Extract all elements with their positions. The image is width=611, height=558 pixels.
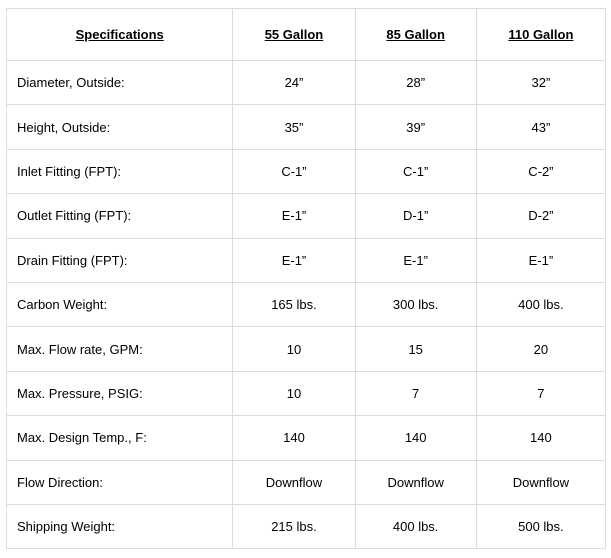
value-110-gallon: 140 (476, 416, 605, 460)
row-label: Outlet Fitting (FPT): (7, 194, 233, 238)
table-row (7, 61, 606, 105)
value-55-gallon: E-1” (233, 238, 355, 282)
value-85-gallon: 15 (355, 327, 476, 371)
value-55-gallon: 10 (233, 371, 355, 415)
table-row (7, 149, 606, 193)
value-55-gallon: 24” (233, 61, 355, 105)
value-110-gallon: D-2” (476, 194, 605, 238)
value-110-gallon: 43” (476, 105, 605, 149)
row-label: Shipping Weight: (7, 504, 233, 548)
header-85-gallon: 85 Gallon (355, 9, 476, 61)
row-label: Max. Pressure, PSIG: (7, 371, 233, 415)
value-85-gallon: C-1” (355, 149, 476, 193)
row-label: Carbon Weight: (7, 282, 233, 326)
value-85-gallon: E-1” (355, 238, 476, 282)
value-110-gallon: 500 lbs. (476, 504, 605, 548)
row-label: Flow Direction: (7, 460, 233, 504)
value-55-gallon: 35” (233, 105, 355, 149)
value-55-gallon: 10 (233, 327, 355, 371)
value-55-gallon: C-1” (233, 149, 355, 193)
value-55-gallon: E-1” (233, 194, 355, 238)
row-label: Height, Outside: (7, 105, 233, 149)
value-110-gallon: 400 lbs. (476, 282, 605, 326)
row-label: Inlet Fitting (FPT): (7, 149, 233, 193)
value-85-gallon: 140 (355, 416, 476, 460)
row-label: Drain Fitting (FPT): (7, 238, 233, 282)
table-row (7, 460, 606, 504)
table-row (7, 416, 606, 460)
value-110-gallon: 20 (476, 327, 605, 371)
value-85-gallon: Downflow (355, 460, 476, 504)
value-85-gallon: 28” (355, 61, 476, 105)
table-row (7, 238, 606, 282)
table-row (7, 105, 606, 149)
table-row (7, 327, 606, 371)
header-110-gallon: 110 Gallon (476, 9, 605, 61)
value-55-gallon: 140 (233, 416, 355, 460)
row-label: Max. Flow rate, GPM: (7, 327, 233, 371)
value-85-gallon: D-1” (355, 194, 476, 238)
value-85-gallon: 39” (355, 105, 476, 149)
value-85-gallon: 300 lbs. (355, 282, 476, 326)
table-row (7, 371, 606, 415)
value-110-gallon: 32” (476, 61, 605, 105)
table-row (7, 504, 606, 548)
value-55-gallon: 215 lbs. (233, 504, 355, 548)
value-110-gallon: Downflow (476, 460, 605, 504)
header-55-gallon: 55 Gallon (233, 9, 355, 61)
table-header-row (7, 9, 606, 61)
value-85-gallon: 400 lbs. (355, 504, 476, 548)
row-label: Max. Design Temp., F: (7, 416, 233, 460)
table-row (7, 282, 606, 326)
value-85-gallon: 7 (355, 371, 476, 415)
specifications-table-body (7, 9, 606, 549)
value-55-gallon: Downflow (233, 460, 355, 504)
specifications-table (6, 8, 606, 549)
value-110-gallon: E-1” (476, 238, 605, 282)
value-55-gallon: 165 lbs. (233, 282, 355, 326)
table-row (7, 194, 606, 238)
value-110-gallon: C-2” (476, 149, 605, 193)
value-110-gallon: 7 (476, 371, 605, 415)
row-label: Diameter, Outside: (7, 61, 233, 105)
header-specifications: Specifications (7, 9, 233, 61)
